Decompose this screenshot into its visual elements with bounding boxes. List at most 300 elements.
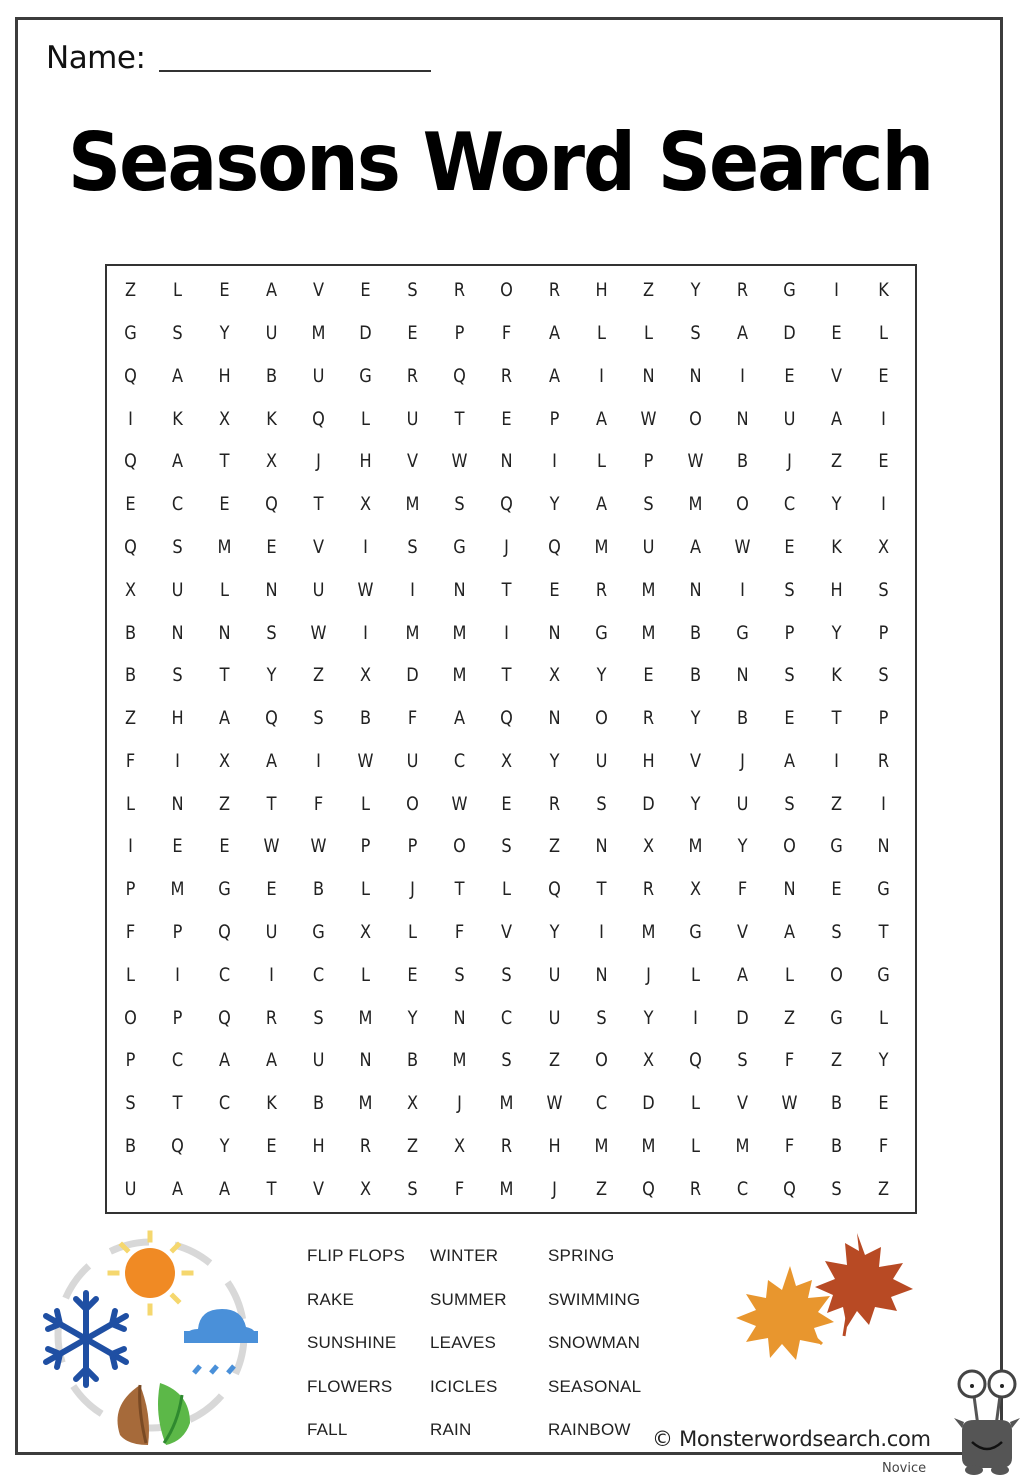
grid-cell[interactable]: A <box>783 920 795 943</box>
grid-cell[interactable]: M <box>311 322 326 345</box>
grid-cell[interactable]: Q <box>124 536 137 559</box>
grid-cell[interactable]: T <box>878 920 889 943</box>
grid-cell[interactable]: A <box>219 707 231 730</box>
grid-cell[interactable]: U <box>406 407 419 430</box>
grid-cell[interactable]: W <box>451 792 468 815</box>
grid-cell[interactable]: R <box>501 1134 513 1157</box>
grid-cell[interactable]: E <box>266 1134 277 1157</box>
grid-cell[interactable]: O <box>782 835 796 858</box>
grid-cell[interactable]: A <box>266 1049 278 1072</box>
grid-cell[interactable]: J <box>786 450 792 473</box>
grid-cell[interactable]: L <box>361 407 371 430</box>
grid-cell[interactable]: X <box>689 878 701 901</box>
grid-cell[interactable]: Q <box>547 536 561 559</box>
grid-cell[interactable]: R <box>548 279 560 302</box>
grid-cell[interactable]: X <box>454 1134 466 1157</box>
grid-cell[interactable]: H <box>595 279 608 302</box>
grid-cell[interactable]: I <box>175 963 180 986</box>
grid-cell[interactable]: Z <box>830 450 842 473</box>
grid-cell[interactable]: B <box>124 664 137 687</box>
grid-cell[interactable]: P <box>172 1006 183 1029</box>
grid-cell[interactable]: E <box>172 835 183 858</box>
grid-cell[interactable]: M <box>405 493 420 516</box>
grid-cell[interactable]: G <box>877 878 890 901</box>
grid-cell[interactable]: B <box>360 707 372 730</box>
grid-cell[interactable]: R <box>595 578 607 601</box>
grid-cell[interactable]: S <box>454 963 466 986</box>
grid-cell[interactable]: G <box>359 364 373 387</box>
grid-cell[interactable]: B <box>124 621 137 644</box>
grid-cell[interactable]: E <box>219 835 230 858</box>
grid-cell[interactable]: W <box>451 450 468 473</box>
grid-cell[interactable]: X <box>501 749 513 772</box>
grid-cell[interactable]: L <box>596 450 606 473</box>
grid-cell[interactable]: H <box>312 1134 325 1157</box>
grid-cell[interactable]: L <box>220 578 230 601</box>
grid-cell[interactable]: Q <box>453 364 467 387</box>
grid-cell[interactable]: Y <box>549 749 559 772</box>
grid-cell[interactable]: M <box>452 1049 467 1072</box>
grid-cell[interactable]: M <box>594 536 609 559</box>
grid-cell[interactable]: V <box>313 536 325 559</box>
grid-cell[interactable]: W <box>781 1092 798 1115</box>
grid-cell[interactable]: G <box>312 920 326 943</box>
grid-cell[interactable]: S <box>172 322 183 345</box>
grid-cell[interactable]: S <box>501 1049 513 1072</box>
grid-cell[interactable]: Q <box>312 407 326 430</box>
grid-cell[interactable]: L <box>596 322 606 345</box>
grid-cell[interactable]: Y <box>643 1006 654 1029</box>
grid-cell[interactable]: Z <box>595 1177 607 1200</box>
grid-cell[interactable]: S <box>266 621 277 644</box>
grid-cell[interactable]: L <box>784 963 794 986</box>
grid-cell[interactable]: N <box>171 621 184 644</box>
grid-cell[interactable]: S <box>784 578 795 601</box>
grid-cell[interactable]: T <box>502 664 512 687</box>
grid-cell[interactable]: M <box>405 621 420 644</box>
grid-cell[interactable]: C <box>313 963 325 986</box>
grid-cell[interactable]: O <box>453 835 467 858</box>
grid-cell[interactable]: S <box>737 1049 748 1072</box>
grid-cell[interactable]: A <box>266 749 278 772</box>
grid-cell[interactable]: U <box>312 364 325 387</box>
grid-cell[interactable]: C <box>218 963 231 986</box>
grid-cell[interactable]: U <box>783 407 796 430</box>
grid-cell[interactable]: Y <box>690 707 701 730</box>
grid-cell[interactable]: W <box>357 749 374 772</box>
grid-cell[interactable]: U <box>595 749 608 772</box>
grid-cell[interactable]: Y <box>878 1049 889 1072</box>
grid-cell[interactable]: K <box>172 407 183 430</box>
grid-cell[interactable]: Y <box>549 493 559 516</box>
grid-cell[interactable]: M <box>641 578 656 601</box>
grid-cell[interactable]: N <box>877 835 890 858</box>
grid-cell[interactable]: I <box>504 621 510 644</box>
grid-cell[interactable]: Q <box>688 1049 702 1072</box>
grid-cell[interactable]: N <box>595 835 608 858</box>
grid-cell[interactable]: S <box>595 1006 607 1029</box>
grid-cell[interactable]: Q <box>265 707 279 730</box>
grid-cell[interactable]: F <box>502 322 512 345</box>
grid-cell[interactable]: L <box>878 322 888 345</box>
grid-cell[interactable]: P <box>784 621 795 644</box>
grid-cell[interactable]: Q <box>782 1177 796 1200</box>
grid-cell[interactable]: J <box>410 878 416 901</box>
grid-cell[interactable]: N <box>642 364 655 387</box>
grid-cell[interactable]: A <box>172 1177 184 1200</box>
grid-cell[interactable]: X <box>219 407 231 430</box>
grid-cell[interactable]: X <box>360 664 372 687</box>
grid-cell[interactable]: F <box>784 1134 794 1157</box>
grid-cell[interactable]: G <box>736 621 749 644</box>
grid-cell[interactable]: C <box>501 1006 513 1029</box>
grid-cell[interactable]: O <box>830 963 843 986</box>
grid-cell[interactable]: Z <box>830 792 842 815</box>
grid-cell[interactable]: B <box>689 664 701 687</box>
grid-cell[interactable]: Y <box>737 835 748 858</box>
grid-cell[interactable]: Z <box>783 1006 795 1029</box>
grid-cell[interactable]: R <box>407 364 419 387</box>
grid-cell[interactable]: X <box>219 749 231 772</box>
grid-cell[interactable]: O <box>594 1049 608 1072</box>
grid-cell[interactable]: K <box>831 664 842 687</box>
grid-cell[interactable]: H <box>547 1134 561 1157</box>
grid-cell[interactable]: B <box>124 1134 137 1157</box>
grid-cell[interactable]: S <box>407 536 419 559</box>
grid-cell[interactable]: K <box>878 279 889 302</box>
grid-cell[interactable]: S <box>784 664 795 687</box>
grid-cell[interactable]: P <box>878 707 889 730</box>
grid-cell[interactable]: E <box>125 493 136 516</box>
grid-cell[interactable]: M <box>358 1092 373 1115</box>
grid-cell[interactable]: B <box>736 450 748 473</box>
grid-cell[interactable]: N <box>359 1049 372 1072</box>
grid-cell[interactable]: J <box>645 963 651 986</box>
grid-cell[interactable]: Q <box>641 1177 655 1200</box>
grid-cell[interactable]: A <box>595 407 607 430</box>
grid-cell[interactable]: I <box>128 835 133 858</box>
grid-cell[interactable]: D <box>359 322 373 345</box>
grid-cell[interactable]: C <box>736 1177 748 1200</box>
grid-cell[interactable]: Q <box>265 493 279 516</box>
grid-cell[interactable]: I <box>834 749 839 772</box>
grid-cell[interactable]: S <box>831 1177 842 1200</box>
grid-cell[interactable]: E <box>360 279 371 302</box>
grid-cell[interactable]: I <box>692 1006 698 1029</box>
grid-cell[interactable]: R <box>266 1006 278 1029</box>
grid-cell[interactable]: P <box>643 450 654 473</box>
grid-cell[interactable]: A <box>172 364 184 387</box>
grid-cell[interactable]: S <box>407 279 419 302</box>
grid-cell[interactable]: Y <box>219 1134 230 1157</box>
grid-cell[interactable]: T <box>266 792 277 815</box>
grid-cell[interactable]: V <box>313 1177 325 1200</box>
grid-cell[interactable]: I <box>316 749 322 772</box>
grid-cell[interactable]: B <box>266 364 278 387</box>
grid-cell[interactable]: R <box>548 792 560 815</box>
grid-cell[interactable]: I <box>175 749 180 772</box>
grid-cell[interactable]: M <box>500 1177 514 1200</box>
grid-cell[interactable]: V <box>736 920 748 943</box>
grid-cell[interactable]: L <box>690 963 700 986</box>
grid-cell[interactable]: S <box>831 920 842 943</box>
grid-cell[interactable]: Q <box>500 493 514 516</box>
grid-cell[interactable]: X <box>266 450 278 473</box>
grid-cell[interactable]: W <box>640 407 657 430</box>
grid-cell[interactable]: M <box>170 878 185 901</box>
grid-cell[interactable]: R <box>877 749 890 772</box>
grid-cell[interactable]: D <box>641 792 655 815</box>
grid-cell[interactable]: A <box>689 536 701 559</box>
grid-cell[interactable]: U <box>312 1049 325 1072</box>
grid-cell[interactable]: Y <box>831 621 842 644</box>
grid-cell[interactable]: I <box>363 536 369 559</box>
grid-cell[interactable]: O <box>735 493 749 516</box>
grid-cell[interactable]: D <box>783 322 796 345</box>
grid-cell[interactable]: A <box>219 1177 231 1200</box>
grid-cell[interactable]: W <box>310 835 327 858</box>
grid-cell[interactable]: X <box>360 920 372 943</box>
grid-cell[interactable]: Z <box>548 1049 560 1072</box>
grid-cell[interactable]: N <box>736 664 749 687</box>
grid-cell[interactable]: H <box>359 450 372 473</box>
grid-cell[interactable]: P <box>125 1049 136 1072</box>
grid-cell[interactable]: E <box>266 536 277 559</box>
grid-cell[interactable]: U <box>265 920 278 943</box>
grid-cell[interactable]: C <box>595 1092 607 1115</box>
grid-cell[interactable]: Z <box>407 1134 419 1157</box>
grid-cell[interactable]: A <box>736 963 748 986</box>
grid-cell[interactable]: V <box>736 1092 748 1115</box>
grid-cell[interactable]: R <box>360 1134 372 1157</box>
grid-cell[interactable]: Z <box>124 707 137 730</box>
grid-cell[interactable]: R <box>454 279 466 302</box>
grid-cell[interactable]: S <box>878 578 889 601</box>
grid-cell[interactable]: G <box>783 279 796 302</box>
grid-cell[interactable]: U <box>124 1177 137 1200</box>
grid-cell[interactable]: N <box>689 578 702 601</box>
grid-cell[interactable]: T <box>172 1092 183 1115</box>
grid-cell[interactable]: S <box>172 536 183 559</box>
grid-cell[interactable]: X <box>360 1177 372 1200</box>
grid-cell[interactable]: O <box>406 792 420 815</box>
grid-cell[interactable]: I <box>881 407 886 430</box>
grid-cell[interactable]: P <box>360 835 371 858</box>
grid-cell[interactable]: Y <box>219 322 230 345</box>
grid-cell[interactable]: O <box>500 279 514 302</box>
grid-cell[interactable]: X <box>642 1049 654 1072</box>
grid-cell[interactable]: V <box>501 920 513 943</box>
grid-cell[interactable]: R <box>689 1177 701 1200</box>
grid-cell[interactable]: Y <box>690 279 701 302</box>
grid-cell[interactable]: Z <box>219 792 231 815</box>
grid-cell[interactable]: T <box>596 878 607 901</box>
grid-cell[interactable]: F <box>125 920 136 943</box>
grid-cell[interactable]: A <box>548 322 560 345</box>
grid-cell[interactable]: X <box>124 578 137 601</box>
grid-cell[interactable]: H <box>218 364 231 387</box>
grid-cell[interactable]: S <box>313 1006 324 1029</box>
grid-cell[interactable]: U <box>265 322 278 345</box>
grid-cell[interactable]: E <box>784 364 795 387</box>
grid-cell[interactable]: B <box>689 621 701 644</box>
grid-cell[interactable]: I <box>881 792 886 815</box>
grid-cell[interactable]: M <box>594 1134 609 1157</box>
grid-cell[interactable]: I <box>269 963 275 986</box>
grid-cell[interactable]: J <box>457 1092 463 1115</box>
grid-cell[interactable]: I <box>551 450 557 473</box>
grid-cell[interactable]: A <box>172 450 184 473</box>
grid-cell[interactable]: G <box>218 878 231 901</box>
grid-cell[interactable]: A <box>595 493 607 516</box>
grid-cell[interactable]: V <box>313 279 325 302</box>
grid-cell[interactable]: G <box>877 963 890 986</box>
grid-cell[interactable]: Z <box>830 1049 842 1072</box>
grid-cell[interactable]: Z <box>877 1177 889 1200</box>
grid-cell[interactable]: S <box>690 322 701 345</box>
grid-cell[interactable]: U <box>548 963 560 986</box>
grid-cell[interactable]: S <box>595 792 607 815</box>
grid-cell[interactable]: L <box>643 322 653 345</box>
grid-cell[interactable]: O <box>124 1006 137 1029</box>
grid-cell[interactable]: J <box>551 1177 557 1200</box>
grid-cell[interactable]: S <box>784 792 795 815</box>
grid-cell[interactable]: S <box>313 707 324 730</box>
grid-cell[interactable]: M <box>641 920 656 943</box>
grid-cell[interactable]: T <box>266 1177 277 1200</box>
grid-cell[interactable]: Q <box>500 707 514 730</box>
grid-cell[interactable]: X <box>407 1092 419 1115</box>
grid-cell[interactable]: J <box>504 536 510 559</box>
grid-cell[interactable]: M <box>688 493 703 516</box>
name-input-line[interactable] <box>159 70 431 72</box>
grid-cell[interactable]: H <box>830 578 843 601</box>
grid-cell[interactable]: Z <box>313 664 325 687</box>
grid-cell[interactable]: W <box>310 621 327 644</box>
grid-cell[interactable]: D <box>406 664 420 687</box>
grid-cell[interactable]: I <box>739 578 745 601</box>
grid-cell[interactable]: P <box>172 920 183 943</box>
grid-cell[interactable]: E <box>266 878 277 901</box>
grid-cell[interactable]: E <box>784 536 795 559</box>
grid-cell[interactable]: K <box>266 1092 278 1115</box>
grid-cell[interactable]: A <box>266 279 278 302</box>
grid-cell[interactable]: L <box>878 1006 888 1029</box>
grid-cell[interactable]: S <box>172 664 183 687</box>
grid-cell[interactable]: M <box>641 621 656 644</box>
grid-cell[interactable]: E <box>878 1092 889 1115</box>
grid-cell[interactable]: L <box>408 920 418 943</box>
grid-cell[interactable]: F <box>455 920 465 943</box>
grid-cell[interactable]: C <box>171 1049 184 1072</box>
grid-cell[interactable]: V <box>407 450 419 473</box>
grid-cell[interactable]: N <box>783 878 796 901</box>
grid-cell[interactable]: U <box>736 792 749 815</box>
grid-cell[interactable]: Z <box>642 279 654 302</box>
grid-cell[interactable]: S <box>643 493 654 516</box>
grid-cell[interactable]: S <box>454 493 466 516</box>
grid-cell[interactable]: G <box>124 322 137 345</box>
grid-cell[interactable]: I <box>410 578 416 601</box>
grid-cell[interactable]: G <box>830 835 843 858</box>
grid-cell[interactable]: L <box>126 963 136 986</box>
grid-cell[interactable]: T <box>313 493 324 516</box>
grid-cell[interactable]: S <box>125 1092 136 1115</box>
grid-cell[interactable]: O <box>594 707 608 730</box>
grid-cell[interactable]: F <box>408 707 418 730</box>
grid-cell[interactable]: E <box>643 664 654 687</box>
grid-cell[interactable]: J <box>739 749 745 772</box>
grid-cell[interactable]: W <box>263 835 280 858</box>
grid-cell[interactable]: F <box>737 878 747 901</box>
grid-cell[interactable]: Y <box>549 920 559 943</box>
grid-cell[interactable]: H <box>171 707 184 730</box>
grid-cell[interactable]: M <box>641 1134 656 1157</box>
grid-cell[interactable]: E <box>831 322 842 345</box>
grid-cell[interactable]: Z <box>548 835 560 858</box>
grid-cell[interactable]: K <box>831 536 842 559</box>
grid-cell[interactable]: L <box>502 878 512 901</box>
grid-cell[interactable]: U <box>312 578 325 601</box>
grid-cell[interactable]: Q <box>124 450 137 473</box>
grid-cell[interactable]: I <box>598 920 604 943</box>
grid-cell[interactable]: F <box>455 1177 465 1200</box>
grid-cell[interactable]: B <box>830 1134 842 1157</box>
grid-cell[interactable]: M <box>358 1006 373 1029</box>
grid-cell[interactable]: A <box>548 364 560 387</box>
grid-cell[interactable]: E <box>501 407 513 430</box>
grid-cell[interactable]: S <box>501 963 513 986</box>
grid-cell[interactable]: T <box>502 578 512 601</box>
grid-cell[interactable]: N <box>453 1006 466 1029</box>
grid-cell[interactable]: L <box>361 878 371 901</box>
grid-cell[interactable]: L <box>690 1092 700 1115</box>
grid-cell[interactable]: R <box>642 707 654 730</box>
grid-cell[interactable]: N <box>548 707 561 730</box>
grid-cell[interactable]: N <box>595 963 608 986</box>
grid-cell[interactable]: E <box>219 279 230 302</box>
grid-cell[interactable]: F <box>314 792 324 815</box>
grid-cell[interactable]: C <box>218 1092 231 1115</box>
grid-cell[interactable]: M <box>452 664 467 687</box>
grid-cell[interactable]: I <box>598 364 604 387</box>
grid-cell[interactable]: N <box>548 621 561 644</box>
grid-cell[interactable]: E <box>784 707 795 730</box>
grid-cell[interactable]: T <box>454 878 465 901</box>
grid-cell[interactable]: O <box>688 407 702 430</box>
grid-cell[interactable]: Y <box>407 1006 418 1029</box>
grid-cell[interactable]: B <box>736 707 748 730</box>
grid-cell[interactable]: L <box>690 1134 700 1157</box>
grid-cell[interactable]: U <box>171 578 184 601</box>
grid-cell[interactable]: L <box>361 792 371 815</box>
grid-cell[interactable]: F <box>784 1049 794 1072</box>
grid-cell[interactable]: R <box>642 878 654 901</box>
grid-cell[interactable]: E <box>878 364 889 387</box>
grid-cell[interactable]: X <box>877 536 889 559</box>
grid-cell[interactable]: E <box>878 450 889 473</box>
grid-cell[interactable]: S <box>407 1177 419 1200</box>
grid-cell[interactable]: D <box>641 1092 655 1115</box>
grid-cell[interactable]: Z <box>124 279 137 302</box>
grid-cell[interactable]: L <box>126 792 136 815</box>
grid-cell[interactable]: A <box>219 1049 231 1072</box>
grid-cell[interactable]: M <box>688 835 703 858</box>
grid-cell[interactable]: M <box>500 1092 514 1115</box>
grid-cell[interactable]: W <box>687 450 704 473</box>
grid-cell[interactable]: C <box>783 493 795 516</box>
grid-cell[interactable]: X <box>548 664 560 687</box>
